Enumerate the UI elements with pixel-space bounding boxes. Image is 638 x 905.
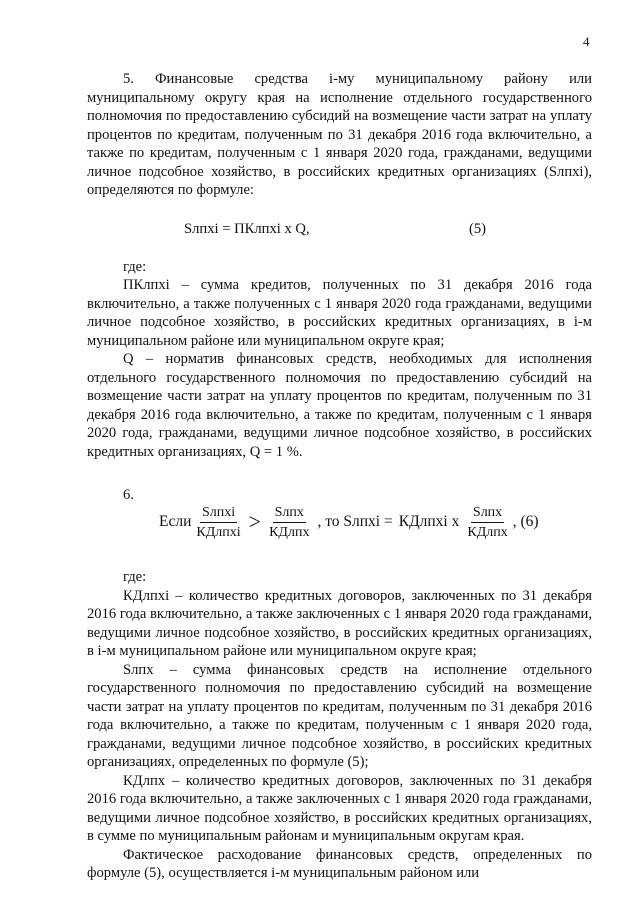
final-paragraph: Фактическое расходование финансовых средств, определенных по формуле (5), осуществляется i-м муниципальным районом или — [87, 846, 592, 881]
formula-5 — [87, 200, 592, 258]
paragraph-6-label: 6. — [123, 487, 134, 503]
definition-kdi: КДлпхi – количество кредитных договоров, заключенных по 31 декабря 2016 года включительно, а также заключенных с 1 января 2020 года гражданами, ведущими личное подсобное хозяйство, в российских кредитных организациях, в i-м муниципальном районе или муниципальном округе края; — [87, 587, 592, 659]
fraction-3-numerator: Sлпх — [471, 504, 504, 523]
formula-5-expression: Sлпхi = ПКлпхi x Q, — [184, 220, 310, 237]
formula-6-expression — [159, 504, 539, 541]
fraction-3 — [465, 504, 509, 541]
formula-5-number: (5) — [469, 220, 487, 237]
formula-6-if: Если — [159, 513, 192, 531]
formula-6-term: КДлпхi x — [398, 513, 460, 531]
definition-q: Q – норматив финансовых средств, необходимых для исполнения отдельного государственного полномочия по предоставлению субсидий на возмещение части затрат на уплату процентов по кредитам, полученным по 31 декабря 2016 года включительно, а также по кредитам, полученным с 1 января 2020 года, гражданами, ведущими личное подсобное хозяйство, в российских кредитных организациях, Q = 1 %. — [87, 351, 592, 460]
fraction-2-numerator: Sлпх — [273, 504, 306, 523]
formula-6-then: , то Sлпхi = — [317, 513, 393, 531]
fraction-2-denominator: КДлпх — [269, 525, 310, 540]
formula-6-number: , (6) — [512, 513, 539, 531]
formula-6 — [87, 486, 592, 554]
document-body — [87, 70, 592, 883]
definition-pk: ПКлпхi – сумма кредитов, полученных по 31 декабря 2016 года включительно, а также полученных с 1 января 2020 года гражданами, ведущими личное подсобное хозяйство, в российских кредитных организациях, в i-м муниципальном районе или муниципальном округе края; — [87, 277, 592, 349]
definition-kd: КДлпх – количество кредитных договоров, заключенных по 31 декабря 2016 года включительно, а также заключенных с 1 января 2020 года гражданами, ведущими личное подсобное хозяйство, в российских кредитных организациях, в сумме по муниципальным районам и муниципальным округам края. — [87, 772, 592, 844]
fraction-2 — [267, 504, 311, 541]
where-label-2: где: — [123, 569, 147, 585]
greater-than-sign: > — [248, 509, 262, 535]
paragraph-5: 5. Финансовые средства i-му муниципальному району или муниципальному округу края на исполнение отдельного государственного полномочия по предоставлению субсидий на возмещение части затрат на уплату процентов по кредитам, полученным по 31 декабря 2016 года включительно, а также по кредитам, полученным с 1 января 2020 года, гражданами, ведущими личное подсобное хозяйство, в российских кредитных организациях (Sлпхi), определяются по формуле: — [87, 71, 592, 198]
fraction-1 — [194, 504, 242, 541]
fraction-1-numerator: Sлпхi — [200, 504, 237, 523]
fraction-1-denominator: КДлпхi — [196, 525, 241, 540]
fraction-3-denominator: КДлпх — [467, 525, 508, 540]
definition-s: Sлпх – сумма финансовых средств на исполнение отдельного государственного полномочия по предоставлению субсидий на возмещение части затрат на уплату процентов по кредитам, полученным по 31 декабря 2016 года включительно, а также по кредитам, полученным с 1 января 2020 года, гражданами, ведущими личное подсобное хозяйство, в российских кредитных организациях, определенных по формуле (5); — [87, 661, 592, 770]
page-number: 4 — [583, 34, 590, 49]
where-label-1: где: — [123, 258, 147, 275]
